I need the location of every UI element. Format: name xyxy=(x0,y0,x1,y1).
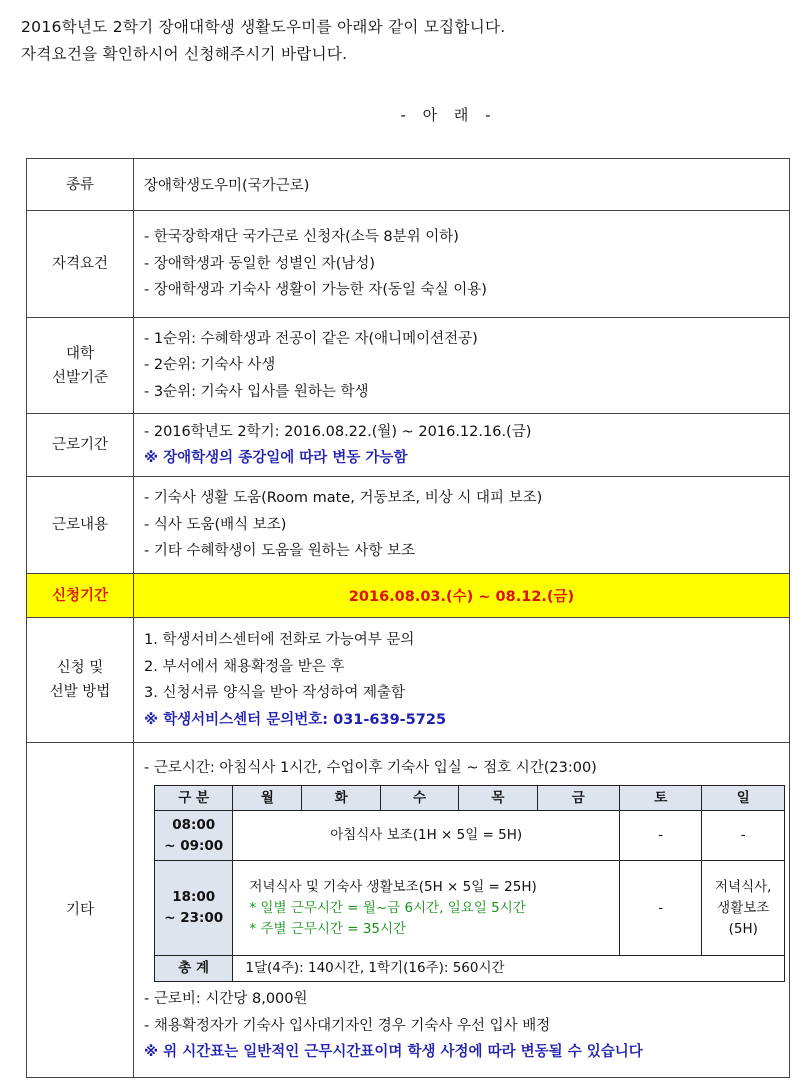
total-label: 총 계 xyxy=(155,956,233,982)
dorm-text: - 채용확정자가 기숙사 입사대기자인 경우 기숙사 우선 입사 배정 xyxy=(144,1017,551,1034)
row-work xyxy=(27,477,790,574)
period-text: - 2016학년도 2학기: 2016.08.22.(월) ~ 2016.12.16.(금) xyxy=(144,423,532,440)
period-note: ※ 장애학생의 종강일에 따라 변동 가능함 xyxy=(144,450,408,466)
schedule-morning-row xyxy=(155,811,785,861)
work-item: - 기타 수혜학생이 도움을 원하는 사항 보조 xyxy=(144,543,416,560)
work-item: - 기숙사 생활 도움(Room mate, 거동보조, 비상 시 대피 보조) xyxy=(144,490,543,507)
evening-sat: - xyxy=(620,861,702,956)
evening-time-start: 18:00 xyxy=(172,889,216,905)
schedule-header: 토 xyxy=(620,786,702,811)
row-method xyxy=(27,618,790,743)
evening-time-end: ~ 23:00 xyxy=(164,910,224,926)
schedule-total-row xyxy=(155,956,785,982)
schedule-header-row xyxy=(155,786,785,811)
qualification-item: - 한국장학재단 국가근로 신청자(소득 8분위 이하) xyxy=(144,229,459,246)
work-hours-text: - 근로시간: 아침식사 1시간, 수업이후 기숙사 입실 ~ 점호 시간(23:00) xyxy=(144,759,597,776)
morning-time-end: ~ 09:00 xyxy=(164,837,224,854)
method-item: 3. 신청서류 양식을 받아 작성하여 제출함 xyxy=(144,685,405,701)
morning-desc: 아침식사 보조(1H × 5일 = 5H) xyxy=(233,811,620,861)
type-value: 장애학생도우미(국가근로) xyxy=(134,159,790,211)
evening-weekly-hours: * 주별 근무시간 = 35시간 xyxy=(249,920,407,937)
schedule-header: 금 xyxy=(537,786,619,811)
method-item: 1. 학생서비스센터에 전화로 가능여부 문의 xyxy=(144,632,415,648)
row-period xyxy=(27,414,790,477)
recruitment-table xyxy=(26,158,790,1078)
row-type xyxy=(27,159,790,211)
row-criteria xyxy=(27,318,790,414)
criteria-item: - 3순위: 기숙사 입사를 원하는 학생 xyxy=(144,383,369,400)
method-item: 2. 부서에서 채용확정을 받은 후 xyxy=(144,658,345,675)
etc-label: 기타 xyxy=(27,743,134,1078)
qualification-item: - 장애학생과 기숙사 생활이 가능한 자(동일 숙실 이용) xyxy=(144,282,487,299)
period-label: 근로기간 xyxy=(27,414,134,477)
schedule-header: 화 xyxy=(302,786,380,811)
method-label-2: 선발 방법 xyxy=(49,684,111,700)
evening-sun-1: 저녁식사, xyxy=(715,878,772,895)
work-item: - 식사 도움(배식 보조) xyxy=(144,516,287,533)
apply-period-label: 신청기간 xyxy=(27,574,134,618)
total-value: 1달(4주): 140시간, 1학기(16주): 560시간 xyxy=(233,956,785,982)
intro-line-2: 자격요건을 확인하시어 신청해주시기 바랍니다. xyxy=(21,45,348,63)
evening-sun-2: 생활보조 xyxy=(717,899,770,916)
morning-sat: - xyxy=(620,811,702,861)
row-qualification xyxy=(27,211,790,318)
morning-time-start: 08:00 xyxy=(172,816,216,833)
evening-sun-3: (5H) xyxy=(728,920,758,937)
method-note: ※ 학생서비스센터 문의번호: 031-639-5725 xyxy=(144,711,447,728)
criteria-item: - 1순위: 수혜학생과 전공이 같은 자(애니메이션전공) xyxy=(144,330,478,347)
intro-text xyxy=(21,14,506,68)
apply-period-value: 2016.08.03.(수) ~ 08.12.(금) xyxy=(134,574,790,618)
schedule-header: 일 xyxy=(702,786,785,811)
section-heading: - 아 래 - xyxy=(400,106,491,124)
schedule-evening-row xyxy=(155,861,785,956)
criteria-label-2: 선발기준 xyxy=(51,369,109,386)
pay-text: - 근로비: 시간당 8,000원 xyxy=(144,991,308,1007)
criteria-item: - 2순위: 기숙사 사생 xyxy=(144,357,276,374)
schedule-header: 구 분 xyxy=(155,786,233,811)
criteria-label-1: 대학 xyxy=(65,345,94,362)
row-etc xyxy=(27,743,790,1078)
work-label: 근로내용 xyxy=(27,477,134,574)
morning-sun: - xyxy=(702,811,785,861)
qualification-label: 자격요건 xyxy=(27,211,134,318)
schedule-header: 수 xyxy=(380,786,458,811)
schedule-header: 목 xyxy=(459,786,537,811)
evening-daily-hours: * 일별 근무시간 = 월~금 6시간, 일요일 5시간 xyxy=(249,899,526,916)
intro-line-1: 2016학년도 2학기 장애대학생 생활도우미를 아래와 같이 모집합니다. xyxy=(21,18,506,36)
evening-desc: 저녁식사 및 기숙사 생활보조(5H × 5일 = 25H) xyxy=(249,878,537,895)
type-label: 종류 xyxy=(27,159,134,211)
method-label-1: 신청 및 xyxy=(56,660,104,676)
row-apply-period xyxy=(27,574,790,618)
schedule-table xyxy=(154,785,785,982)
schedule-header: 월 xyxy=(233,786,302,811)
schedule-note: ※ 위 시간표는 일반적인 근무시간표이며 학생 사정에 따라 변동될 수 있습니다 xyxy=(144,1044,643,1060)
qualification-item: - 장애학생과 동일한 성별인 자(남성) xyxy=(144,255,376,272)
